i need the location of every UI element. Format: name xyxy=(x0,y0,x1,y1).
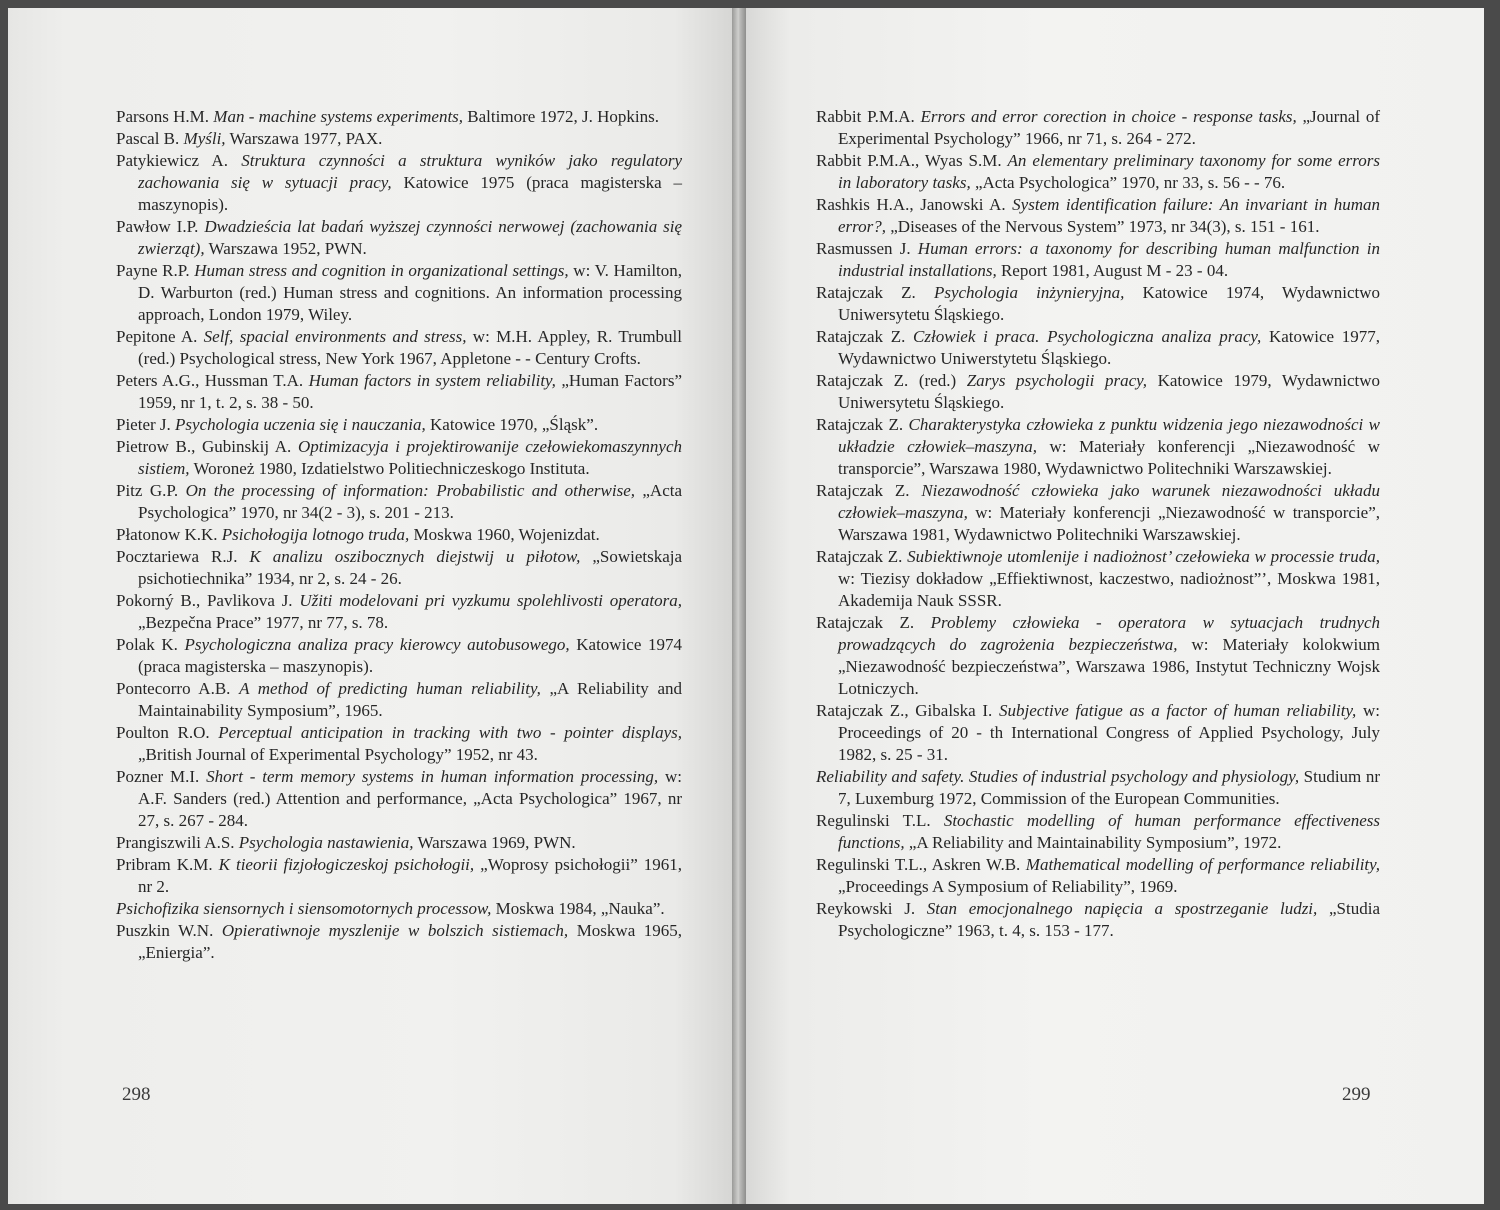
entry-title: Human factors in system reliability, xyxy=(308,371,556,390)
entry-title: Dwadzieścia lat badań wyższej czynności nerwowej (zachowania się zwierząt), xyxy=(138,217,682,258)
entry-details: Studium nr 7, Luxemburg 1972, Commission of the European Communities. xyxy=(838,767,1380,808)
entry-details: „A Reliability and Maintainability Symposium”, 1965. xyxy=(138,679,682,720)
entry-title: Zarys psychologii pracy, xyxy=(966,371,1148,390)
entry-title: Człowiek i praca. Psychologiczna analiza pracy, xyxy=(913,327,1262,346)
entry-title: Psychologia uczenia się i nauczania, xyxy=(175,415,426,434)
bibliography-entry xyxy=(116,634,682,678)
entry-title: Subjective fatigue as a factor of human reliability, xyxy=(998,701,1357,720)
entry-title: Man - machine systems experiments, xyxy=(213,107,464,126)
entry-author: Ratajczak Z. xyxy=(816,481,910,500)
bibliography-entry xyxy=(816,282,1380,326)
entry-title: Opieratiwnoje myszlenije w bolszich sistiemach, xyxy=(221,921,569,940)
entry-details: „Bezpečna Prace” 1977, nr 77, s. 78. xyxy=(138,613,389,632)
entry-title: Optimizacyja i projektirowanije czełowiekomaszynnych sistiem, xyxy=(138,437,683,478)
entry-details: „Proceedings A Symposium of Reliability”, 1969. xyxy=(838,877,1178,896)
entry-details: Katowice 1979, Wydawnictwo Uniwersytetu Śląskiego. xyxy=(838,371,1380,412)
entry-details: Report 1981, August M - 23 - 04. xyxy=(1000,261,1229,280)
entry-details: „Woprosy psichołogii” 1961, nr 2. xyxy=(138,855,682,896)
entry-title: Charakterystyka człowieka z punktu widzenia jego niezawodności w układzie człowiek–maszyna, xyxy=(838,415,1380,456)
entry-author: Rabbit P.M.A. xyxy=(816,107,915,126)
entry-author: Pozner M.I. xyxy=(116,767,200,786)
entry-details: „British Journal of Experimental Psychology” 1952, nr 43. xyxy=(138,745,538,764)
entry-title: Self, spacial environments and stress, xyxy=(203,327,467,346)
bibliography-entry xyxy=(116,832,682,854)
entry-title: Psychologia inżynieryjna, xyxy=(933,283,1125,302)
entry-author: Puszkin W.N. xyxy=(116,921,214,940)
entry-author: Pontecorro A.B. xyxy=(116,679,231,698)
entry-title: Problemy człowieka - operatora w sytuacjach trudnych prowadzących do zagrożenia bezpieczeństwa, xyxy=(838,613,1381,654)
entry-details: Katowice 1970, „Śląsk”. xyxy=(430,415,599,434)
entry-title: Perceptual anticipation in tracking with two - pointer displays, xyxy=(218,723,682,742)
entry-author: Ratajczak Z., Gibalska I. xyxy=(816,701,993,720)
entry-details: Woroneż 1980, Izdatielstwo Politiechniczeskogo Instituta. xyxy=(193,459,590,478)
entry-title: A method of predicting human reliability, xyxy=(239,679,541,698)
entry-title: Human errors: a taxonomy for describing human malfunction in industrial installations, xyxy=(838,239,1380,280)
entry-title: Stan emocjonalnego napięcia a spostrzeganie ludzi, xyxy=(926,899,1318,918)
bibliography-entry xyxy=(816,414,1380,480)
bibliography-entry xyxy=(816,150,1380,194)
entry-author: Parsons H.M. xyxy=(116,107,210,126)
bibliography-entry xyxy=(816,194,1380,238)
entry-author: Pawłow I.P. xyxy=(116,217,199,236)
entry-author: Pocztariewa R.J. xyxy=(116,547,238,566)
entry-author: Regulinski T.L., Askren W.B. xyxy=(816,855,1021,874)
entry-details: Katowice 1974 (praca magisterska – maszynopis). xyxy=(138,635,683,676)
entry-details: w: A.F. Sanders (red.) Attention and performance, „Acta Psychologica” 1967, nr 27, s. 267 - 284. xyxy=(138,767,682,830)
bibliography-entry xyxy=(116,414,682,436)
entry-author: Pascal B. xyxy=(116,129,180,148)
entry-author: Ratajczak Z. xyxy=(816,613,915,632)
entry-details: „Human Factors” 1959, nr 1, t. 2, s. 38 - 50. xyxy=(138,371,683,412)
entry-title: Mathematical modelling of performance reliability, xyxy=(1025,855,1381,874)
entry-title: Psichołogija lotnogo truda, xyxy=(221,525,410,544)
entry-details: w: Tiezisy dokładow „Effiektiwnost, kaczestwo, nadiożnost”’, Moskwa 1981, Akademija Nauk SSSR. xyxy=(838,569,1380,610)
entry-title: Psychologiczna analiza pracy kierowcy autobusowego, xyxy=(184,635,570,654)
entry-author: Patykiewicz A. xyxy=(116,151,228,170)
entry-details: „Sowietskaja psichotiechnika” 1934, nr 2, s. 24 - 26. xyxy=(138,547,683,588)
bibliography-entry xyxy=(816,106,1380,150)
entry-details: „Acta Psychologica” 1970, nr 33, s. 56 - - 76. xyxy=(974,173,1286,192)
entry-author: Pribram K.M. xyxy=(116,855,213,874)
entry-details: w: M.H. Appley, R. Trumbull (red.) Psychological stress, New York 1967, Appletone - - Century Crofts. xyxy=(138,327,683,368)
entry-details: Katowice 1975 (praca magisterska – maszynopis). xyxy=(138,173,683,214)
bibliography-entry xyxy=(116,260,682,326)
bibliography-entry xyxy=(116,920,682,964)
entry-author: Płatonow K.K. xyxy=(116,525,218,544)
bibliography-entry xyxy=(116,480,682,524)
entry-author: Pietrow B., Gubinskij A. xyxy=(116,437,292,456)
bibliography-entry xyxy=(116,546,682,590)
bibliography-entry xyxy=(816,700,1380,766)
entry-details: Katowice 1974, Wydawnictwo Uniwersytetu Śląskiego. xyxy=(838,283,1381,324)
entry-author: Reykowski J. xyxy=(816,899,916,918)
entry-author: Pitz G.P. xyxy=(116,481,179,500)
bibliography-entry xyxy=(116,766,682,832)
bibliography-entry xyxy=(816,480,1380,546)
entry-author: Pieter J. xyxy=(116,415,171,434)
bibliography-entry xyxy=(116,722,682,766)
entry-author: Ratajczak Z. (red.) xyxy=(816,371,957,390)
bibliography-entry xyxy=(816,612,1380,700)
entry-author: Poulton R.O. xyxy=(116,723,210,742)
bibliography-entry xyxy=(116,128,682,150)
entry-details: Warszawa 1952, PWN. xyxy=(208,239,367,258)
entry-author: Rashkis H.A., Janowski A. xyxy=(816,195,1006,214)
entry-author: Pepitone A. xyxy=(116,327,198,346)
bibliography-entry xyxy=(816,238,1380,282)
entry-details: Katowice 1977, Wydawnictwo Uniwerstytetu Śląskiego. xyxy=(838,327,1381,368)
entry-details: Warszawa 1977, PAX. xyxy=(229,129,383,148)
entry-title: Struktura czynności a struktura wyników jako regulatory zachowania się w sytuacji pracy, xyxy=(138,151,683,192)
entry-author: Prangiszwili A.S. xyxy=(116,833,235,852)
entry-author: Ratajczak Z. xyxy=(816,547,903,566)
entry-title: Psychologia nastawienia, xyxy=(238,833,414,852)
bibliography-list-left xyxy=(116,106,682,964)
bibliography-entry xyxy=(116,590,682,634)
entry-details: w: Materiały konferencji „Niezawodność w transporcie”, Warszawa 1980, Wydawnictwo Politechniki Warszawskiej. xyxy=(838,437,1381,478)
entry-title: System identification failure: An invariant in human error?, xyxy=(838,195,1381,236)
entry-author: Pokorný B., Pavlikova J. xyxy=(116,591,293,610)
entry-details: Warszawa 1969, PWN. xyxy=(417,833,576,852)
entry-title: K tieorii fizjołogiczeskoj psichołogii, xyxy=(218,855,475,874)
entry-details: Moskwa 1984, „Nauka”. xyxy=(495,899,665,918)
entry-details: Moskwa 1965, „Eniergia”. xyxy=(138,921,683,962)
entry-details: w: Proceedings of 20 - th International Congress of Applied Psychology, July 1982, s. 25 - 31. xyxy=(838,701,1380,764)
entry-details: „A Reliability and Maintainability Symposium”, 1972. xyxy=(908,833,1282,852)
bibliography-entry xyxy=(816,326,1380,370)
page-number-left: 298 xyxy=(122,1084,151,1105)
entry-details: Moskwa 1960, Wojenizdat. xyxy=(413,525,600,544)
entry-details: w: Materiały konferencji „Niezawodność w transporcie”, Warszawa 1981, Wydawnictwo Politechniki Warszawskiej. xyxy=(838,503,1381,544)
entry-author: Ratajczak Z. xyxy=(816,415,904,434)
entry-title: An elementary preliminary taxonomy for some errors in laboratory tasks, xyxy=(838,151,1380,192)
entry-details: „Journal of Experimental Psychology” 1966, nr 71, s. 264 - 272. xyxy=(838,107,1381,148)
entry-author: Ratajczak Z. xyxy=(816,327,906,346)
bibliography-list-right xyxy=(816,106,1380,942)
book-gutter xyxy=(732,8,746,1204)
bibliography-entry xyxy=(116,854,682,898)
entry-title: Myśli, xyxy=(183,129,226,148)
page-number-right: 299 xyxy=(1342,1084,1371,1105)
entry-author: Rabbit P.M.A., Wyas S.M. xyxy=(816,151,1002,170)
entry-title: Niezawodność człowieka jako warunek niezawodności układu człowiek–maszyna, xyxy=(838,481,1381,522)
bibliography-entry xyxy=(816,854,1380,898)
entry-title: Stochastic modelling of human performance effectiveness functions, xyxy=(838,811,1381,852)
bibliography-entry xyxy=(116,370,682,414)
entry-details: „Studia Psychologiczne” 1963, t. 4, s. 153 - 177. xyxy=(838,899,1381,940)
entry-title: On the processing of information: Probabilistic and otherwise, xyxy=(185,481,635,500)
bibliography-entry xyxy=(116,436,682,480)
entry-details: „Acta Psychologica” 1970, nr 34(2 - 3), s. 201 - 213. xyxy=(138,481,683,522)
entry-author: Regulinski T.L. xyxy=(816,811,931,830)
bibliography-entry xyxy=(116,678,682,722)
bibliography-entry xyxy=(116,150,682,216)
entry-author: Payne R.P. xyxy=(116,261,190,280)
left-page xyxy=(8,8,732,1204)
entry-title: Subiektiwnoje utomlenije i nadiożnost’ czełowieka w processie truda, xyxy=(907,547,1380,566)
entry-author: Peters A.G., Hussman T.A. xyxy=(116,371,304,390)
bibliography-entry xyxy=(816,766,1380,810)
bibliography-entry xyxy=(116,106,682,128)
bibliography-entry xyxy=(116,326,682,370)
bibliography-entry xyxy=(816,370,1380,414)
bibliography-entry xyxy=(816,546,1380,612)
entry-title: Psichofizika siensornych i siensomotornych processow, xyxy=(116,899,492,918)
bibliography-entry xyxy=(816,898,1380,942)
entry-title: Reliability and safety. Studies of industrial psychology and physiology, xyxy=(816,767,1300,786)
entry-details: „Diseases of the Nervous System” 1973, nr 34(3), s. 151 - 161. xyxy=(890,217,1320,236)
bibliography-entry xyxy=(116,216,682,260)
entry-title: Short - term memory systems in human information processing, xyxy=(206,767,659,786)
bibliography-entry xyxy=(116,524,682,546)
entry-author: Ratajczak Z. xyxy=(816,283,916,302)
bibliography-entry xyxy=(116,898,682,920)
entry-title: Užiti modelovani pri vyzkumu spolehlivosti operatora, xyxy=(299,591,682,610)
entry-details: w: V. Hamilton, D. Warburton (red.) Human stress and cognitions. An information processing approach, London 1979, Wiley. xyxy=(138,261,683,324)
entry-title: Human stress and cognition in organizational settings, xyxy=(194,261,569,280)
entry-author: Rasmussen J. xyxy=(816,239,911,258)
entry-details: Baltimore 1972, J. Hopkins. xyxy=(467,107,660,126)
entry-title: K analizu oszibocznych diejstwij u piłotow, xyxy=(249,547,581,566)
entry-details: w: Materiały kolokwium „Niezawodność bezpieczeństwa”, Warszawa 1986, Instytut Techniczny Wojsk Lotniczych. xyxy=(838,635,1381,698)
entry-author: Polak K. xyxy=(116,635,178,654)
right-page xyxy=(746,8,1484,1204)
bibliography-entry xyxy=(816,810,1380,854)
entry-title: Errors and error corection in choice - response tasks, xyxy=(920,107,1297,126)
